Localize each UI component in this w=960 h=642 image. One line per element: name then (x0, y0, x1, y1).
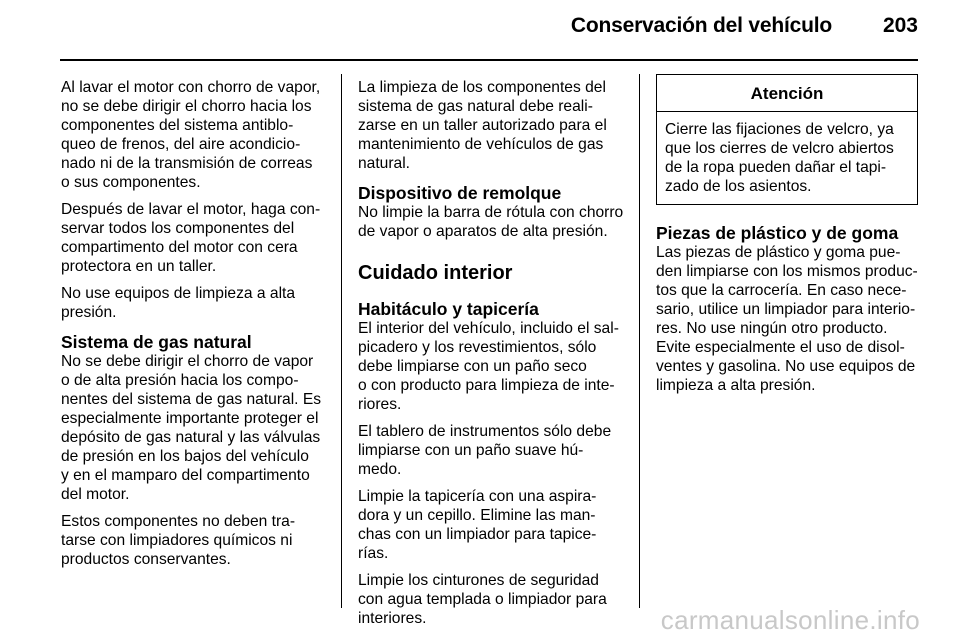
text-line: especialmente importante proteger el (61, 410, 319, 427)
text-line: servar todos los componentes del (61, 220, 295, 237)
text-line: nado ni de la transmisión de correas (61, 155, 313, 172)
text-line: rías. (358, 545, 389, 562)
text-line: sario, utilice un limpiador para interio- (656, 301, 916, 318)
text-line: Al lavar el motor con chorro de vapor, (61, 79, 321, 96)
text-line: depósito de gas natural y las válvulas (61, 429, 321, 446)
text-line: tarse con limpiadores químicos ni (61, 532, 293, 549)
text-line: compartimento del motor con cera (61, 239, 298, 256)
text-line: zado de los asientos. (665, 178, 812, 195)
text-line: den limpiarse con los mismos produc- (656, 263, 918, 280)
text-line: presión. (61, 304, 117, 321)
text-line: del motor. (61, 486, 130, 503)
paragraph-no-high-pressure (61, 284, 333, 322)
page-title: Conservación del vehículo (570, 14, 832, 37)
paragraph-engine-preserve (61, 200, 333, 276)
text-line: zarse en un taller autorizado para el (358, 117, 607, 134)
text-line: o sus componentes. (61, 174, 201, 191)
text-line: Después de lavar el motor, haga con- (61, 201, 321, 218)
text-line: Limpie los cinturones de seguridad (358, 572, 599, 589)
text-line: debe limpiarse con un paño seco (358, 358, 587, 375)
column-1 (61, 78, 333, 577)
paragraph-natural-gas (61, 352, 333, 504)
heading-plastic-rubber-parts: Piezas de plástico y de goma (656, 223, 899, 243)
heading-towing-device: Dispositivo de remolque (358, 183, 562, 203)
column-divider-2 (639, 74, 640, 608)
paragraph-engine-wash (61, 78, 333, 192)
text-line: componentes del sistema antiblo- (61, 117, 294, 134)
text-line: Limpie la tapicería con una aspira- (358, 488, 597, 505)
text-line: chas con un limpiador para tapice- (358, 526, 597, 543)
paragraph-seat-belts (358, 571, 633, 628)
text-line: Las piezas de plástico y goma pue- (656, 244, 901, 261)
text-line: que los cierres de velcro abiertos (665, 140, 894, 157)
text-line: Cierre las fijaciones de velcro, ya (665, 121, 894, 138)
text-line: res. No use ningún otro producto. (656, 320, 888, 337)
text-line: medo. (358, 461, 402, 478)
paragraph-towing-device (358, 203, 633, 241)
text-line: Evite especialmente el uso de disol- (656, 339, 905, 356)
text-line: limpiarse con un paño suave hú- (358, 442, 584, 459)
text-line: y en el mamparo del compartimento (61, 467, 310, 484)
text-line: de la ropa pueden dañar el tapi- (665, 159, 887, 176)
paragraph-plastic-rubber (656, 243, 918, 395)
paragraph-no-chemicals (61, 512, 333, 569)
text-line: ventes y gasolina. No use equipos de (656, 358, 916, 375)
text-line: de vapor o aparatos de alta presión. (358, 223, 608, 240)
paragraph-instrument-panel (358, 422, 633, 479)
column-divider-1 (341, 74, 342, 608)
heading-interior-care: Cuidado interior (358, 262, 513, 284)
heading-natural-gas-system: Sistema de gas natural (61, 332, 252, 352)
text-line: No use equipos de limpieza a alta (61, 285, 296, 302)
text-line: No se debe dirigir el chorro de vapor (61, 353, 314, 370)
text-line: La limpieza de los componentes del (358, 79, 606, 96)
text-line: productos conservantes. (61, 551, 231, 568)
text-line: limpieza a alta presión. (656, 377, 816, 394)
text-line: no se debe dirigir el chorro hacia los (61, 98, 312, 115)
text-line: El tablero de instrumentos sólo debe (358, 423, 612, 440)
text-line: mantenimiento de vehículos de gas (358, 136, 604, 153)
page-number: 203 (882, 14, 918, 37)
text-line: sistema de gas natural debe reali- (358, 98, 593, 115)
text-line: queo de frenos, del aire acondicio- (61, 136, 301, 153)
text-line: protectora en un taller. (61, 258, 217, 275)
text-line: interiores. (358, 610, 427, 627)
text-line: No limpie la barra de rótula con chorro (358, 204, 624, 221)
header-divider (60, 59, 918, 61)
watermark: carmanualsonline.info (660, 605, 920, 635)
heading-interior-upholstery: Habitáculo y tapicería (358, 299, 539, 319)
warning-title: Atención (657, 75, 917, 112)
text-line: riores. (358, 396, 402, 413)
paragraph-interior-dry-cloth (358, 319, 633, 414)
text-line: nentes del sistema de gas natural. Es (61, 391, 322, 408)
warning-box (656, 74, 918, 205)
warning-text (657, 112, 917, 204)
paragraph-upholstery (358, 487, 633, 563)
text-line: natural. (358, 155, 411, 172)
text-line: o de alta presión hacia los compo- (61, 372, 299, 389)
text-line: de presión en los bajos del vehículo (61, 448, 309, 465)
column-3 (656, 74, 918, 403)
text-line: Estos componentes no deben tra- (61, 513, 296, 530)
text-line: picadero y los revestimientos, sólo (358, 339, 597, 356)
column-2 (358, 78, 633, 636)
text-line: tos que la carrocería. En caso nece- (656, 282, 907, 299)
text-line: o con producto para limpieza de inte- (358, 377, 615, 394)
text-line: con agua templada o limpiador para (358, 591, 607, 608)
text-line: El interior del vehículo, incluido el sal- (358, 320, 619, 337)
paragraph-gas-cleaning-workshop (358, 78, 633, 173)
text-line: dora y un cepillo. Elimine las man- (358, 507, 596, 524)
